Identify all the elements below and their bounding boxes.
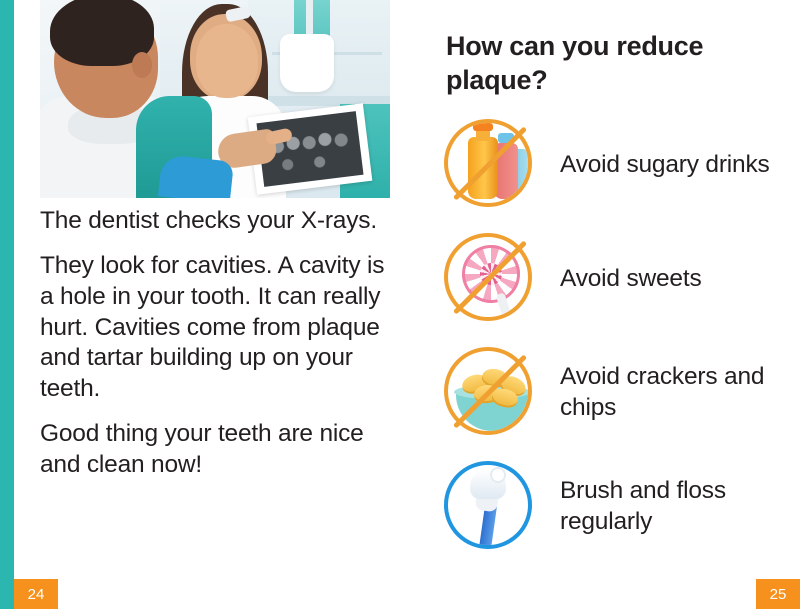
lollipop-stick	[496, 292, 514, 321]
list-item	[442, 450, 792, 564]
page-number-right: 25	[756, 579, 800, 609]
paragraph: They look for cavities. A cavity is a hole in your tooth. It can really hurt. Cavities come from plaque and tartar building up on your teeth.	[40, 251, 385, 403]
left-page	[14, 0, 390, 609]
list-item	[442, 222, 792, 336]
page-number-left: 24	[14, 579, 58, 609]
list-item-label: Avoid crackers and chips	[560, 363, 765, 421]
list-item-label: Avoid sweets	[560, 264, 702, 292]
footer-divider	[28, 578, 800, 579]
positive-ring	[444, 461, 532, 549]
photo-dental-lamp	[280, 34, 334, 92]
photo-dentist-ear	[132, 52, 152, 78]
lollipop-icon	[442, 231, 538, 327]
photo-girl-face	[196, 24, 258, 98]
list-item-label: Brush and floss regularly	[560, 477, 726, 535]
toothpaste-curl	[490, 467, 506, 483]
dentist-photo	[40, 0, 390, 198]
left-page-body-text	[40, 206, 390, 481]
paragraph: Good thing your teeth are nice and clean now!	[40, 420, 364, 479]
section-heading: How can you reduce plaque?	[446, 31, 704, 95]
spine-bar	[0, 0, 14, 609]
toothbrush-icon	[442, 459, 538, 555]
list-item	[442, 336, 792, 450]
photo-blue-glove	[158, 154, 234, 198]
spread	[14, 0, 800, 609]
reduce-plaque-list	[442, 108, 792, 564]
photo-lamp-arm	[306, 0, 313, 38]
paragraph: The dentist checks your X-rays.	[40, 207, 377, 234]
list-item-label: Avoid sugary drinks	[560, 150, 770, 178]
chips-bowl-icon	[442, 345, 538, 441]
sugary-drinks-icon	[442, 117, 538, 213]
right-page	[390, 0, 800, 609]
list-item	[442, 108, 792, 222]
bottle-orange-cap	[473, 123, 493, 131]
